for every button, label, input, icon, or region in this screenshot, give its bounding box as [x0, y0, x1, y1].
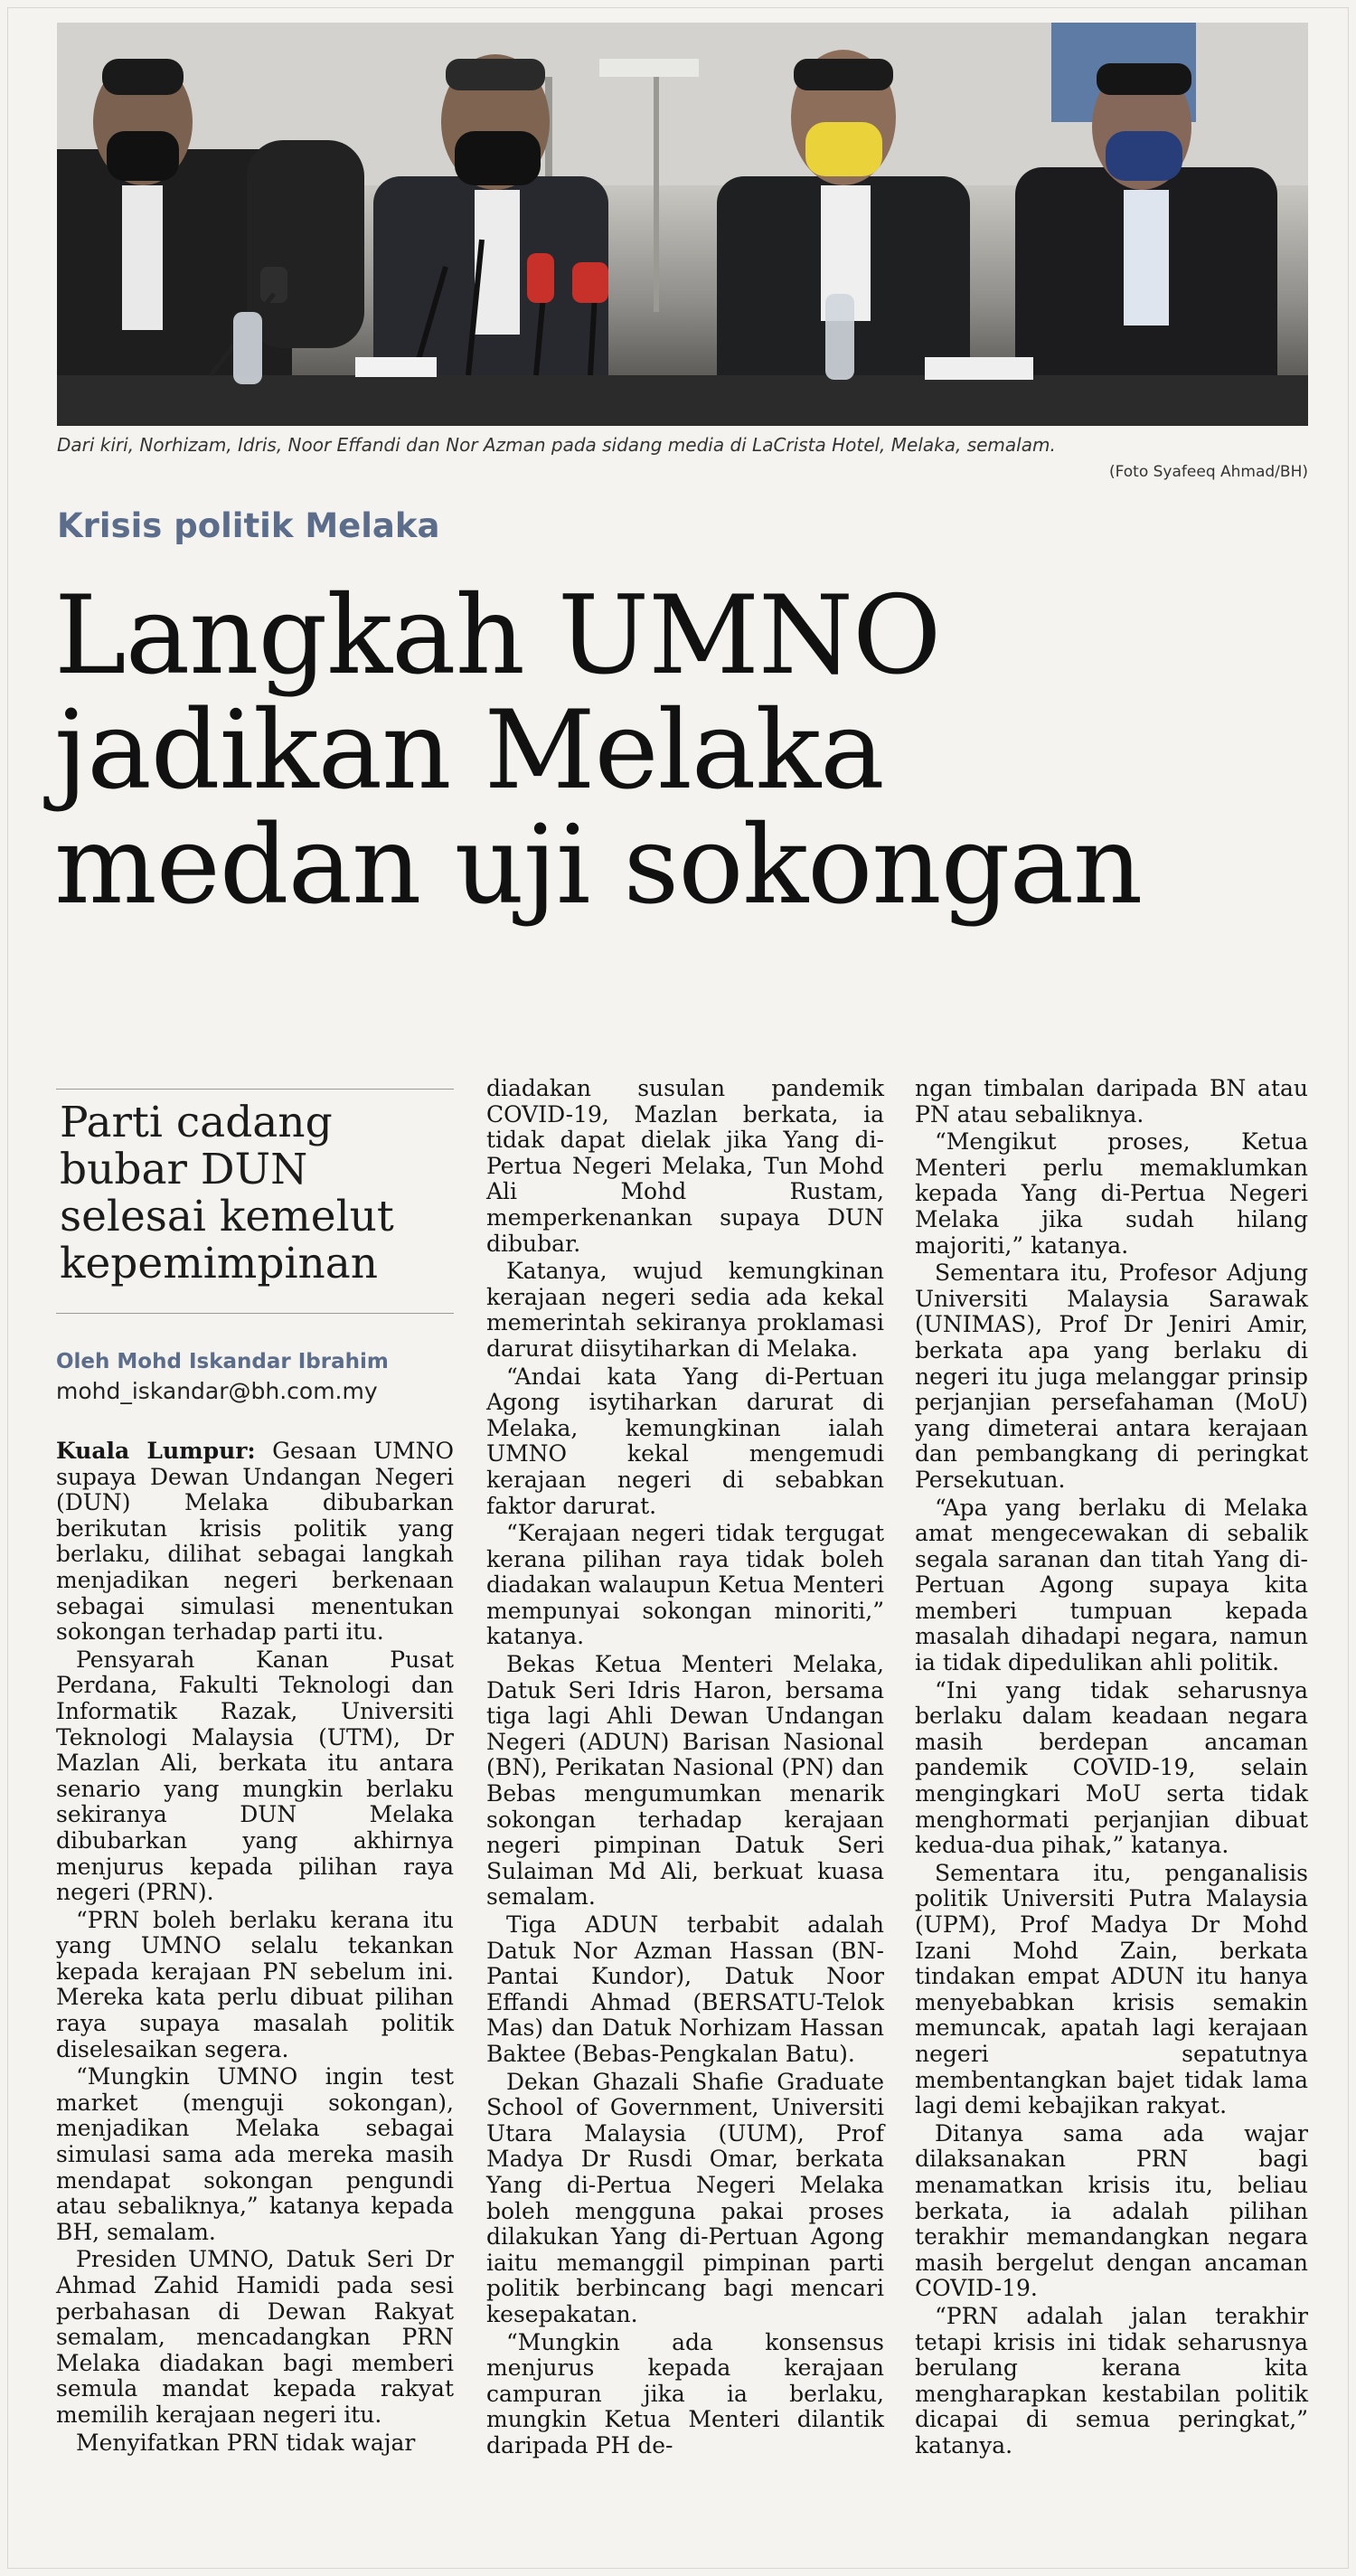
paragraph: Tiga ADUN terbabit adalah Datuk Nor Azman Hassan (BN-Pantai Kundor), Datuk Noor Effandi Ahmad (BERSATU-Telok Mas) dan Datuk Norhizam Hassan Baktee (Bebas-Pengkalan Batu). — [486, 1911, 884, 2067]
photo-credit: (Foto Syafeeq Ahmad/BH) — [1108, 463, 1308, 481]
author-email[interactable]: mohd_iskandar@bh.com.my — [56, 1378, 378, 1404]
headline-line: medan uji sokongan — [54, 803, 1143, 929]
photo-caption: Dari kiri, Norhizam, Idris, Noor Effandi dan Nor Azman pada sidang media di LaCrista Hotel, Melaka, semalam. — [57, 434, 1056, 456]
paragraph: “Mungkin UMNO ingin test market (menguji sokongan), menjadikan Melaka sebagai simulasi sama ada mereka masih mendapat sokongan pengundi atau sebaliknya,” katanya kepada BH, semalam. — [56, 2063, 454, 2245]
paragraph: Ditanya sama ada wajar dilaksanakan PRN bagi menamatkan krisis itu, beliau berkata, ia adalah pilihan terakhir memandangkan negara masih bergelut dengan ancaman COVID-19. — [915, 2119, 1308, 2302]
paragraph: “Ini yang tidak seharusnya berlaku dalam keadaan negara masih berdepan ancaman pandemik COVID-19, selain mengingkari MoU serta tidak menghormati perjanjian dibuat kedua-dua pihak,” katanya. — [915, 1676, 1308, 1859]
paragraph: “Kerajaan negeri tidak tergugat kerana pilihan raya tidak boleh diadakan walaupun Ketua Menteri mempunyai sokongan minoriti,” katanya. — [486, 1520, 884, 1650]
paragraph: Sementara itu, Profesor Adjung Universiti Malaysia Sarawak (UNIMAS), Prof Dr Jeniri Amir, berkata apa yang berlaku di negeri itu juga melanggar prinsip perjanjian persefahaman (MoU) yang dimeterai antara kerajaan dan pembangkang di peringkat Persekutuan. — [915, 1260, 1308, 1493]
press-conference-photo — [57, 23, 1308, 426]
paragraph: Menyifatkan PRN tidak wajar — [76, 2429, 416, 2456]
deck-line: Parti cadang — [60, 1098, 333, 1147]
headline-line: jadikan Melaka — [54, 688, 884, 814]
headline — [54, 573, 1320, 929]
photo-illustration — [57, 23, 1308, 426]
paragraph: Katanya, wujud kemungkinan kerajaan negeri sedia ada kekal memerintah sekiranya proklamasi darurat diisytiharkan di Melaka. — [486, 1258, 884, 1362]
deck-line: kepemimpinan — [60, 1239, 379, 1288]
deck-line: selesai kemelut — [60, 1192, 394, 1241]
deck-bottom-rule — [56, 1313, 454, 1314]
deck-top-rule — [56, 1089, 454, 1090]
paragraph: “PRN boleh berlaku kerana itu yang UMNO selalu tekankan kepada kerajaan PN sebelum ini. Mereka kata perlu dibuat pilihan raya supaya masalah politik diselesaikan segera. — [56, 1906, 454, 2062]
deck-line: bubar DUN — [60, 1145, 308, 1194]
paragraph: Dekan Ghazali Shafie Graduate School of Government, Universiti Utara Malaysia (UUM), Prof Madya Dr Rusdi Omar, berkata Yang di-Pertua Negeri Melaka boleh mengguna pakai proses dilakukan Yang di-Pertuan Agong iaitu memanggil pimpinan parti politik berbincang bagi mencari kesepakatan. — [486, 2068, 884, 2327]
subheadline-deck — [60, 1099, 448, 1288]
paragraph: Presiden UMNO, Datuk Seri Dr Ahmad Zahid Hamidi pada sesi perbahasan di Dewan Rakyat semalam, mencadangkan PRN Melaka diadakan bagi memberi semula mandat kepada rakyat memilih kerajaan negeri itu. — [56, 2246, 454, 2428]
paragraph: Pensyarah Kanan Pusat Perdana, Fakulti Teknologi dan Informatik Razak, Universiti Teknologi Malaysia (UTM), Dr Mazlan Ali, berkata itu antara senario yang mungkin berlaku sekiranya DUN Melaka dibubarkan yang akhirnya menjurus kepada pilihan raya negeri (PRN). — [56, 1646, 454, 1906]
paragraph: diadakan susulan pandemik COVID-19, Mazlan berkata, ia tidak dapat dielak jika Yang di-Pertua Negeri Melaka, Tun Mohd Ali Mohd Rustam, memperkenankan supaya DUN dibubar. — [486, 1075, 884, 1257]
body-column-3 — [915, 1076, 1308, 2460]
paragraph: Bekas Ketua Menteri Melaka, Datuk Seri Idris Haron, bersama tiga lagi Ahli Dewan Undangan Negeri (ADUN) Barisan Nasional (BN), Perikatan Nasional (PN) dan Bebas mengumumkan menarik sokongan terhadap kerajaan negeri pimpinan Datuk Seri Sulaiman Md Ali, berkuat kuasa semalam. — [486, 1651, 884, 1911]
body-column-1 — [56, 1439, 454, 2458]
paragraph: “Mengikut proses, Ketua Menteri perlu memaklumkan kepada Yang di-Pertua Negeri Melaka jika sudah hilang majoriti,” katanya. — [915, 1128, 1308, 1259]
byline: Oleh Mohd Iskandar Ibrahim — [56, 1350, 389, 1373]
headline-line: Langkah UMNO — [54, 573, 941, 699]
paragraph: “Andai kata Yang di-Pertuan Agong isytiharkan darurat di Melaka, kemungkinan ialah UMNO kekal mengemudi kerajaan negeri di sebabkan faktor darurat. — [486, 1363, 884, 1519]
paragraph: “Mungkin ada konsensus menjurus kepada kerajaan campuran jika ia berlaku, mungkin Ketua Menteri dilantik daripada PH de- — [486, 2328, 884, 2458]
paragraph: “PRN adalah jalan terakhir tetapi krisis ini tidak seharusnya berulang kerana kita mengharapkan kestabilan politik dicapai di semua peringkat,” katanya. — [915, 2302, 1308, 2458]
section-kicker: Krisis politik Melaka — [57, 506, 440, 545]
paragraph: “Apa yang berlaku di Melaka amat mengecewakan di sebalik segala saranan dan titah Yang di-Pertuan Agong supaya kita memberi tumpuan kepada masalah dihadapi negara, namun ia tidak dipedulikan ahli politik. — [915, 1494, 1308, 1676]
paragraph: Sementara itu, penganalisis politik Universiti Putra Malaysia (UPM), Prof Madya Dr Mohd Izani Mohd Zain, berkata tindakan empat ADUN itu hanya menyebabkan krisis semakin memuncak, apatah lagi kerajaan negeri sepatutnya membentangkan bajet tidak lama lagi demi kebajikan rakyat. — [915, 1859, 1308, 2119]
body-column-2 — [486, 1076, 884, 2460]
paragraph: Kuala Lumpur: Gesaan UMNO supaya Dewan Undangan Negeri (DUN) Melaka dibubarkan berikutan krisis politik yang berlaku, dilihat sebagai langkah menjadikan negeri berkenaan sebagai simulasi menentukan sokongan terhadap parti itu. — [56, 1438, 454, 1646]
dateline: Kuala Lumpur: — [56, 1438, 256, 1464]
paragraph: ngan timbalan daripada BN atau PN atau sebaliknya. — [915, 1075, 1308, 1128]
